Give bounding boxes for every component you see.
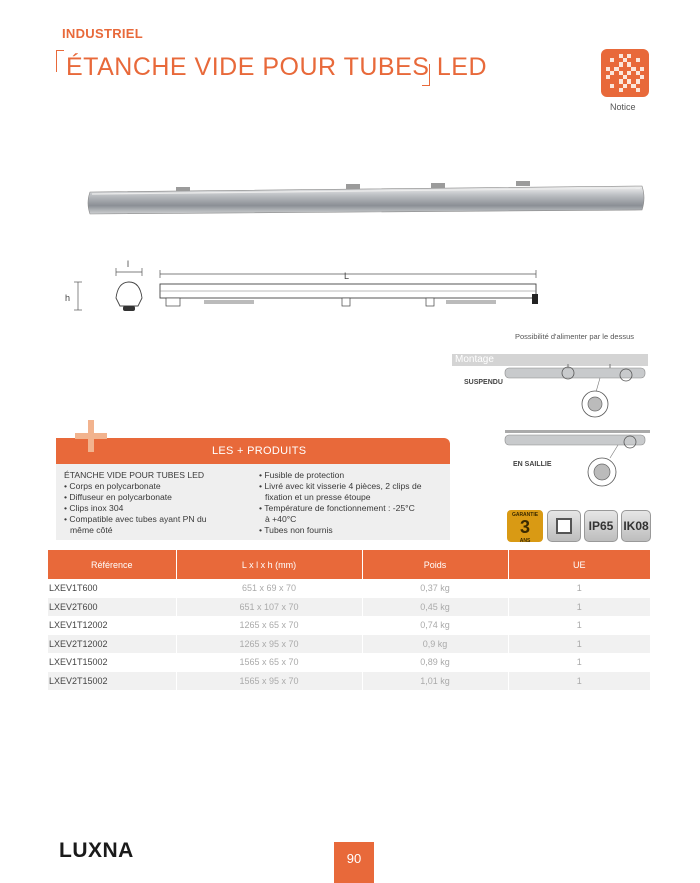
table-row — [48, 616, 650, 635]
feature-item: ÉTANCHE VIDE POUR TUBES LED — [64, 470, 205, 480]
mounting-header-label: Montage — [455, 354, 494, 365]
table-header-row — [48, 550, 650, 579]
title-frame — [56, 50, 487, 86]
feature-item: même côté — [70, 524, 113, 535]
cell-ue: 1 — [576, 657, 582, 668]
feature-item: • Tubes non fournis — [259, 524, 333, 535]
page-number: 90 — [334, 842, 374, 883]
plus-icon — [75, 420, 107, 452]
cell-weight: 0,45 kg — [362, 598, 508, 617]
cell-weight: 0,37 kg — [362, 579, 508, 598]
certification-badges — [507, 510, 649, 542]
column-header: Référence — [48, 550, 176, 579]
dimension-drawing — [56, 260, 556, 320]
reference-table — [48, 550, 650, 690]
table-row — [48, 598, 650, 617]
cell-weight: 0,89 kg — [362, 653, 508, 672]
warranty-unit: ANS — [519, 538, 531, 544]
feature-item: • Clips inox 304 — [64, 502, 124, 513]
warranty-badge — [507, 510, 543, 542]
product-image — [86, 180, 646, 216]
features-heading: LES + PRODUITS — [212, 445, 307, 457]
feature-item: • Température de fonctionnement : -25°C — [259, 502, 415, 513]
cell-dimensions: 1565 x 65 x 70 — [176, 653, 362, 672]
feature-item: • Diffuseur en polycarbonate — [64, 491, 172, 502]
cell-reference: LXEV2T15002 — [48, 672, 176, 691]
feature-item: • Livré avec kit visserie 4 pièces, 2 clips de — [259, 480, 422, 491]
column-header: UE — [508, 550, 650, 579]
cell-ue: 1 — [508, 635, 650, 654]
table-row — [48, 672, 650, 691]
table-row — [48, 635, 650, 654]
category-label: INDUSTRIEL — [62, 26, 143, 41]
cell-reference: LXEV1T600 — [48, 579, 176, 598]
column-header: Poids — [362, 550, 508, 579]
feature-item: • Corps en polycarbonate — [64, 480, 161, 491]
ik-rating-badge: IK08 — [621, 510, 651, 542]
cell-ue: 1 — [576, 583, 582, 594]
table-row — [48, 653, 650, 672]
cell-dimensions: 651 x 107 x 70 — [176, 598, 362, 617]
power-note: Possibilité d'alimenter par le dessus — [515, 332, 634, 341]
dimension-length-label: L — [344, 271, 350, 281]
cell-dimensions: 651 x 69 x 70 — [176, 579, 362, 598]
feature-item: fixation et un presse étoupe — [265, 491, 371, 502]
feature-item: à +40°C — [265, 513, 297, 524]
warranty-label: GARANTIE — [511, 512, 539, 518]
features-right-column — [259, 470, 445, 535]
dimension-width-label: l — [127, 259, 129, 269]
feature-item: • Fusible de protection — [259, 470, 345, 480]
cell-weight: 1,01 kg — [362, 672, 508, 691]
qr-grid — [606, 54, 644, 92]
suspended-mount-illustration — [500, 362, 650, 422]
column-header: L x l x h (mm) — [176, 550, 362, 579]
cell-ue: 1 — [576, 620, 582, 631]
cell-ue: 1 — [508, 672, 650, 691]
table-row — [48, 579, 650, 598]
title-bracket-top-left — [56, 50, 64, 72]
dimension-height-label: h — [65, 293, 71, 303]
cell-weight: 0,9 kg — [362, 635, 508, 654]
warranty-years: 3 — [519, 517, 530, 537]
cell-dimensions: 1565 x 95 x 70 — [176, 672, 362, 691]
feature-item: • Compatible avec tubes ayant PN du — [64, 513, 207, 524]
features-left-column — [64, 470, 250, 535]
cell-reference: LXEV1T15002 — [48, 653, 176, 672]
mount-surface-label: EN SAILLIE — [513, 461, 552, 468]
ip-rating-badge: IP65 — [584, 510, 618, 542]
cell-reference: LXEV2T12002 — [48, 635, 176, 654]
cell-ue: 1 — [508, 598, 650, 617]
cell-weight: 0,74 kg — [362, 616, 508, 635]
cell-reference: LXEV1T12002 — [48, 616, 176, 635]
cell-dimensions: 1265 x 65 x 70 — [176, 616, 362, 635]
cell-reference: LXEV2T600 — [48, 598, 176, 617]
cell-dimensions: 1265 x 95 x 70 — [176, 635, 362, 654]
brand-logo: LUXNA — [59, 839, 134, 862]
qr-code-icon[interactable] — [601, 49, 649, 97]
class-ii-icon — [547, 510, 581, 542]
notice-label: Notice — [610, 102, 636, 112]
page-title: ÉTANCHE VIDE POUR TUBES LED — [66, 53, 487, 81]
mount-suspended-label: SUSPENDU — [464, 379, 503, 386]
